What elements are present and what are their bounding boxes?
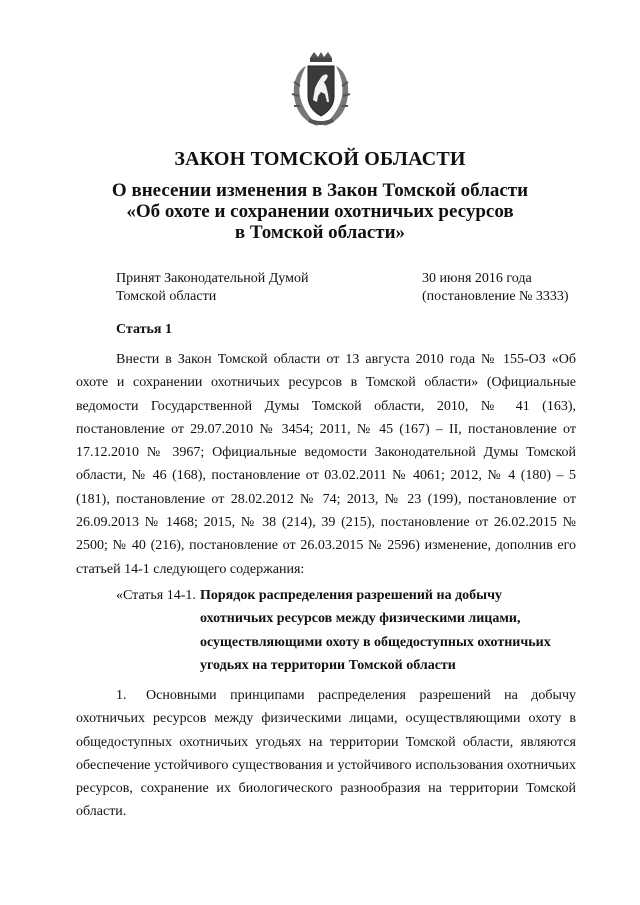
law-title: ЗАКОН ТОМСКОЙ ОБЛАСТИ [174,148,466,170]
article-1-heading: Статья 1 [116,322,172,337]
adopted-by-line: Принят Законодательной Думой [116,271,309,286]
article-14-1-heading [116,584,576,677]
point-1-text: Основными принципами распределения разрешений на добычу охотничьих ресурсов между физическими лицами, осуществляющими охоту в общедоступных охотничьих угодьях на территории Томской области, являются обеспечение устойчивого существования и устойчивого использования охотничьих ресурсов, сохранение их биологического разнообразия на территории Томской области. [76,688,576,820]
article-1-body: Внести в Закон Томской области от 13 августа 2010 года № 155-ОЗ «Об охоте и сохранении охотничьих ресурсов в Томской области» (Официальные ведомости Государственной Думы Томской области, 2010, № 41 (163), постановление от 29.07.2010 № 3454; 2011, № 45 (167) – II, постановление от 17.12.2010 № 3967; Официальные ведомости Законодательной Думы Томской области, № 46 (168), постановление от 03.02.2011 № 4061; 2012, № 4 (180) – 5 (181), постановление от 28.02.2012 № 74; 2013, № 23 (199), постановление от 26.09.2013 № 1468; 2015, № 38 (214), 39 (215), постановление от 26.02.2015 № 2500; № 40 (216), постановление от 26.03.2015 № 2596) изменение, дополнив его статьей 14-1 следующего содержания: [76,352,576,577]
subtitle-line: О внесении изменения в Закон Томской области [111,180,529,201]
adopted-by [116,270,308,306]
tomsk-oblast-coat-of-arms-icon [288,52,354,128]
point-1-number: 1. [116,688,127,703]
subtitle-line: «Об охоте и сохранении охотничьих ресурсов [126,201,514,222]
article-14-1-title: Порядок распределения разрешений на добычу охотничьих ресурсов между физическими лицами, осуществляющими охоту в общедоступных охотничьих угодьях на территории Томской области [200,588,551,673]
article-14-1-prefix: «Статья 14-1. [116,588,196,603]
adoption-date-line: 30 июня 2016 года [422,271,532,286]
adopted-by-line: Томской области [116,289,217,304]
adoption-date [422,270,569,306]
point-1-paragraph [76,684,576,824]
resolution-number-line: (постановление № 3333) [422,289,569,304]
law-subtitle [60,180,580,243]
subtitle-line: в Томской области» [234,222,406,243]
